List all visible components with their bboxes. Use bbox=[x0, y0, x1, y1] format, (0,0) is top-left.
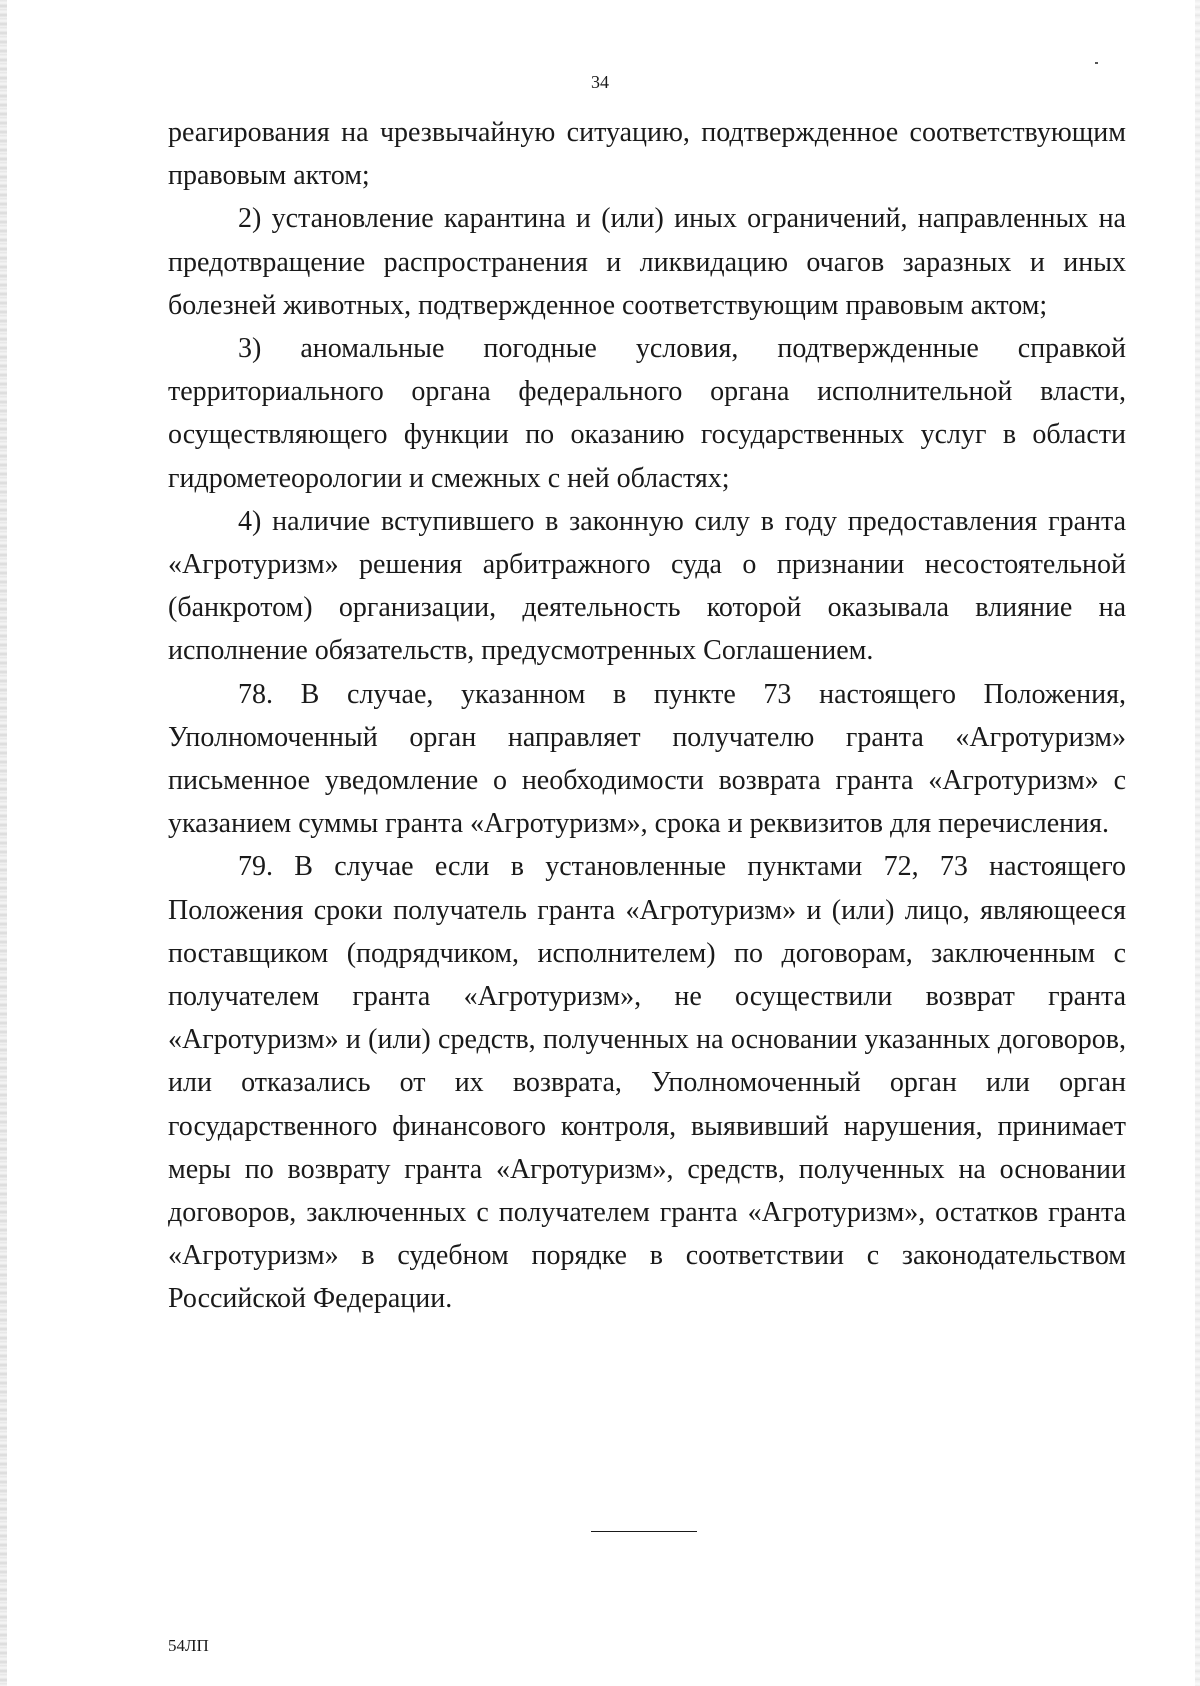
scan-speck bbox=[1095, 62, 1098, 64]
scan-edge-left bbox=[0, 0, 7, 1686]
paragraph-item-2: 2) установление карантина и (или) иных ограничений, направленных на предотвращение распространения и ликвидацию очагов заразных и иных болезней животных, подтвержденное соответствующим правовым актом; bbox=[168, 203, 1126, 321]
paragraph-item-4: 4) наличие вступившего в законную силу в году предоставления гранта «Агротуризм» решения арбитражного суда о признании несостоятельной (банкротом) организации, деятельность которой оказывала влияние на исполнение обязательств, предусмотренных Соглашением. bbox=[168, 505, 1126, 667]
page-number: 34 bbox=[591, 72, 609, 92]
paragraph-clause-79: 79. В случае если в установленные пунктами 72, 73 настоящего Положения сроки получатель гранта «Агротуризм» и (или) лицо, являющееся поставщиком (подрядчиком, исполнителем) по договорам, заключенным с получателем гранта «Агротуризм», не осуществили возврат гранта «Агротуризм» и (или) средств, полученных на основании указанных договоров, или отказались от их возврата, Уполномоченный орган или орган государственного финансового контроля, выявивший нарушения, принимает меры по возврату гранта «Агротуризм», средств, полученных на основании договоров, заключенных с получателем гранта «Агротуризм», остатков гранта «Агротуризм» в судебном порядке в соответствии с законодательством Российской Федерации. bbox=[168, 851, 1126, 1315]
paragraph-item-3: 3) аномальные погодные условия, подтвержденные справкой территориального органа федерального органа исполнительной власти, осуществляющего функции по оказанию государственных услуг в области гидрометеорологии и смежных с ней областях; bbox=[168, 333, 1126, 494]
end-divider-line bbox=[591, 1531, 697, 1532]
paragraph-clause-78: 78. В случае, указанном в пункте 73 настоящего Положения, Уполномоченный орган направляет получателю гранта «Агротуризм» письменное уведомление о необходимости возврата гранта «Агротуризм» с указанием суммы гранта «Агротуризм», срока и реквизитов для перечисления. bbox=[168, 678, 1126, 840]
document-body bbox=[168, 111, 1126, 1321]
footer-document-code: 54ЛП bbox=[168, 1636, 209, 1655]
paragraph-continuation: реагирования на чрезвычайную ситуацию, подтвержденное соответствующим правовым актом; bbox=[168, 117, 1126, 192]
scan-edge-right bbox=[1195, 0, 1200, 1686]
